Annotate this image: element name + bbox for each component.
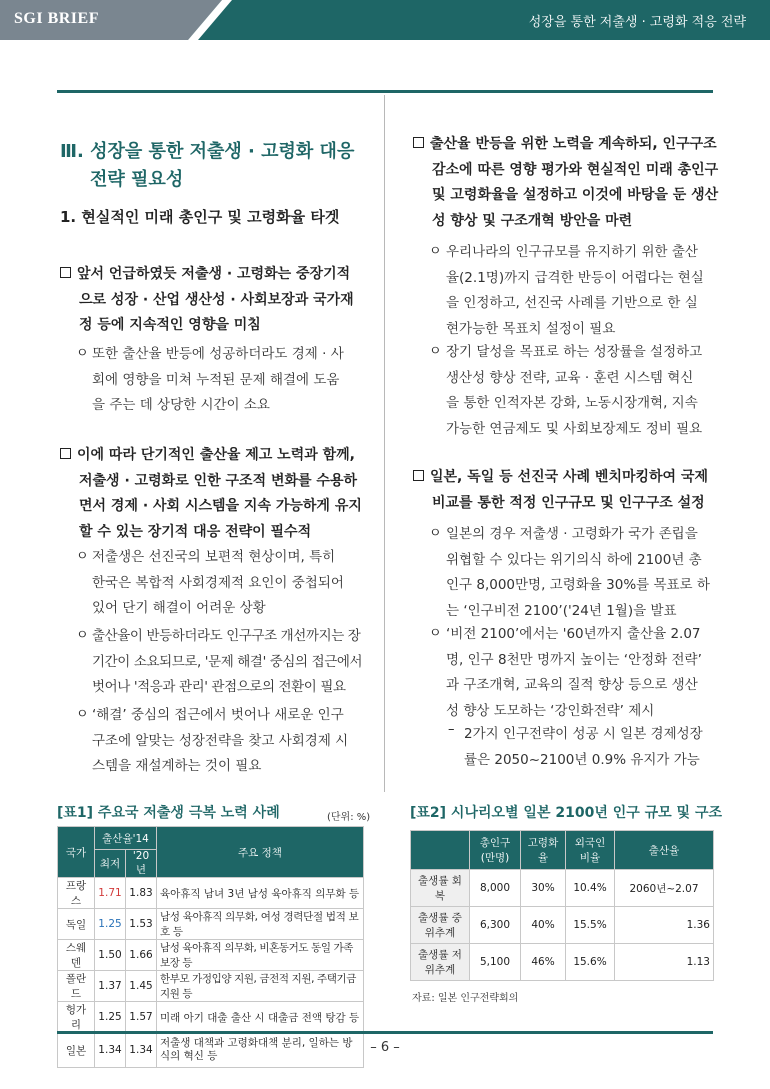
circle-bullet-icon: ㅇ <box>76 549 89 564</box>
circle-bullet-icon: ㅇ <box>76 707 89 722</box>
square-bullet-icon <box>60 267 71 278</box>
table-row: 일본 1.34 1.34 저출생 대책과 고령화대책 분리, 일하는 방식의 혁신 등 <box>58 1033 364 1068</box>
circle-bullet-icon: ㅇ <box>76 346 89 361</box>
brand-label: SGI BRIEF <box>14 10 99 27</box>
table1-caption: [표1] 주요국 저출생 극복 노력 사례 <box>57 805 280 821</box>
bottom-rule <box>57 1031 713 1034</box>
left-para-2-item-1: 저출생은 선진국의 보편적 현상이며, 특히 한국은 복합적 사회경제적 요인이 중첩되어 있어 단기 해결이 어려운 상황 <box>92 549 344 616</box>
table1-unit: (단위: %) <box>327 812 371 823</box>
section-title-line1: Ⅲ. 성장을 통한 저출생 · 고령화 대응 <box>60 141 355 162</box>
table2 <box>410 830 714 981</box>
table2-header-aging: 고령화율 <box>521 831 566 870</box>
table-row: 출생률 회복 8,000 30% 10.4% 2060년~2.07 <box>411 870 714 907</box>
right-para-1-item-2: 장기 달성을 목표로 하는 성장률을 설정하고 생산성 향상 전략, 교육 · 훈련 시스템 혁신 을 통한 인적자본 강화, 노동시장개혁, 지속 가능한 연금제도 및 사회보장제도 정비 필요 <box>446 344 703 437</box>
table-row: 독일 1.25 1.53 남성 육아휴직 의무화, 여성 경력단절 법적 보호 등 <box>58 909 364 940</box>
table1-header-country: 국가 <box>58 827 95 878</box>
table1-header-tfr: 출산율'14 <box>95 827 157 850</box>
subsection-title: 1. 현실적인 미래 총인구 및 고령화율 타겟 <box>60 208 340 226</box>
table-row: 출생률 저위추계 5,100 46% 15.6% 1.13 <box>411 944 714 981</box>
right-para-2-subitem-1: 2가지 인구전략이 성공 시 일본 경제성장 률은 2050~2100년 0.9% 유지가 가능 <box>464 726 703 768</box>
right-para-1: 출산율 반등을 위한 노력을 계속하되, 인구구조 감소에 따른 영향 평가와 현실적인 미래 총인구 및 고령화율을 설정하고 이것에 바탕을 둔 생산 성 향상 및 구조개혁 방안을 마련 <box>413 132 723 234</box>
left-para-2: 이에 따라 단기적인 출산율 제고 노력과 함께, 저출생 · 고령화로 인한 구조적 변화를 수용하 면서 경제 · 사회 시스템을 지속 가능하게 유지 할 수 있는 장기적 대응 전략이 필수적 <box>60 443 380 545</box>
square-bullet-icon <box>413 137 424 148</box>
circle-bullet-icon: ㅇ <box>429 526 442 541</box>
table-row: 폴란드 1.37 1.45 한부모 가정입양 지원, 금전적 지원, 주택기금 지원 등 <box>58 971 364 1002</box>
table-row: 출생률 중위추계 6,300 40% 15.5% 1.36 <box>411 907 714 944</box>
square-bullet-icon <box>413 470 424 481</box>
left-para-2-item-3: ‘해결’ 중심의 접근에서 벗어나 새로운 인구 구조에 알맞는 성장전략을 찾고 사회경제 시 스템을 재설계하는 것이 필요 <box>92 707 349 774</box>
left-para-2-item-2: 출산율이 반등하더라도 인구구조 개선까지는 장 기간이 소요되므로, '문제 해결' 중심의 접근에서 벗어나 '적응과 관리' 관점으로의 전환이 필요 <box>92 628 363 695</box>
circle-bullet-icon: ㅇ <box>429 626 442 641</box>
table-row: 프랑스 1.71 1.83 육아휴직 남녀 3년 남성 육아휴직 의무화 등 <box>58 878 364 909</box>
left-para-1: 앞서 언급하였듯 저출생 · 고령화는 중장기적 으로 성장 · 산업 생산성 · 사회보장과 국가재 정 등에 지속적인 영향을 미침 <box>60 262 380 339</box>
table2-header-tfr: 출산율 <box>615 831 714 870</box>
right-para-2-item-2: ‘비전 2100’에서는 '60년까지 출산율 2.07 명, 인구 8천만 명까지 높이는 ‘안정화 전략’ 과 구조개혁, 교육의 질적 향상 등으로 생산 성 향상 도모하는 ‘강인화전략’ 제시 <box>446 626 702 719</box>
column-divider <box>384 95 385 792</box>
table1-header-min: 최저 <box>95 850 126 878</box>
square-bullet-icon <box>60 448 71 459</box>
table2-header-foreign: 외국인 비율 <box>566 831 615 870</box>
table1-header-policy: 주요 정책 <box>157 827 364 878</box>
section-title-line2: 전략 필요성 <box>90 169 184 190</box>
circle-bullet-icon: ㅇ <box>429 244 442 259</box>
circle-bullet-icon: ㅇ <box>76 628 89 643</box>
table2-header-pop: 총인구 (만명) <box>470 831 521 870</box>
table2-source: 자료: 일본 인구전략회의 <box>412 993 519 1004</box>
circle-bullet-icon: ㅇ <box>429 344 442 359</box>
header-title: 성장을 통한 저출생 · 고령화 적응 전략 <box>528 15 746 30</box>
right-para-1-item-1: 우리나라의 인구규모를 유지하기 위한 출산 율(2.1명)까지 급격한 반등이 어렵다는 현실 을 인정하고, 선진국 사례를 기반으로 한 실 현가능한 목표치 설정이 필요 <box>446 244 704 337</box>
section-title <box>60 138 370 194</box>
table-row: 헝가리 1.25 1.57 미래 아기 대출 출산 시 대출금 전액 탕감 등 <box>58 1002 364 1033</box>
dash-bullet-icon: – <box>448 722 455 737</box>
right-para-2: 일본, 독일 등 선진국 사례 벤치마킹하여 국제 비교를 통한 적정 인구규모 및 인구구조 설정 <box>413 465 723 516</box>
table2-caption: [표2] 시나리오별 일본 2100년 인구 규모 및 구조 <box>410 805 723 821</box>
table-row: 스웨덴 1.50 1.66 남성 육아휴직 의무화, 비혼동거도 동일 가족 보장 등 <box>58 940 364 971</box>
page-number: – 6 – <box>370 1040 400 1055</box>
table2-header-blank <box>411 831 470 870</box>
right-para-2-item-1: 일본의 경우 저출생 · 고령화가 국가 존립을 위협할 수 있다는 위기의식 하에 2100년 총 인구 8,000만명, 고령화율 30%를 목표로 하 는 ‘인구비전 2100’('24년 1월)을 발표 <box>446 526 710 619</box>
table1-header-2020: '20년 <box>126 850 157 878</box>
left-para-1-item-1: 또한 출산율 반등에 성공하더라도 경제 · 사 회에 영향을 미쳐 누적된 문제 해결에 도움 을 주는 데 상당한 시간이 소요 <box>92 346 344 413</box>
top-rule <box>57 90 713 93</box>
